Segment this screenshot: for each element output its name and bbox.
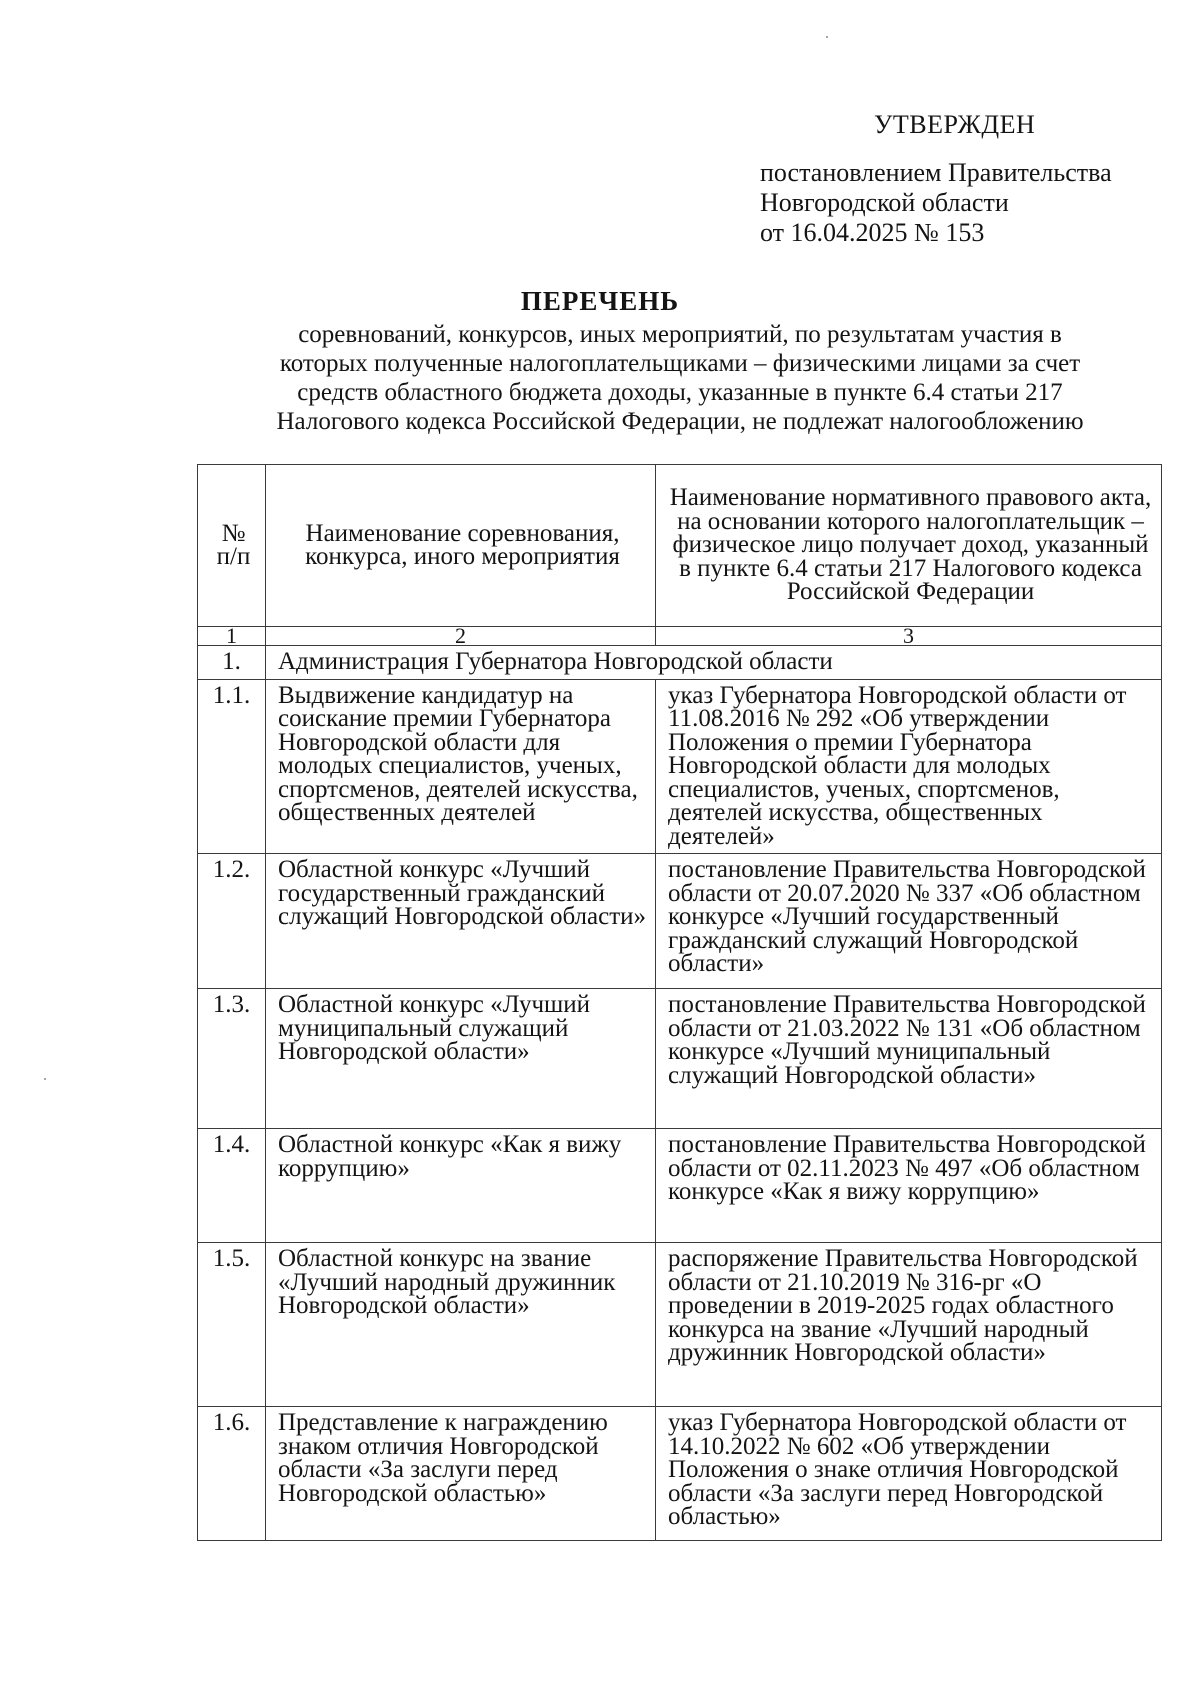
row-event: Областной конкурс «Лучший государственный гражданский служащий Новгородской области» [266,854,656,989]
row-number: 1.2. [198,854,266,989]
row-event: Областной конкурс на звание «Лучший народный дружинник Новгородской области» [266,1243,656,1407]
section-title: Администрация Губернатора Новгородской области [266,646,1162,680]
row-number: 1.3. [198,989,266,1129]
table-row [198,989,1162,1129]
row-event: Выдвижение кандидатур на соискание премии Губернатора Новгородской области для молодых специалистов, ученых, спортсменов, деятелей искусства, общественных деятелей [266,679,656,854]
column-number: 2 [266,627,656,646]
table-row [198,1129,1162,1243]
row-act: постановление Правительства Новгородской области от 20.07.2020 № 337 «Об областном конкурсе «Лучший государственный гражданский служащий Новгородской области» [656,854,1162,989]
row-act: постановление Правительства Новгородской области от 21.03.2022 № 131 «Об областном конкурсе «Лучший муниципальный служащий Новгородской области» [656,989,1162,1129]
column-number-row [198,627,1162,646]
header-act: Наименование нормативного правового акта, на основании которого налогоплательщик – физическое лицо получает доход, указанный в пункте 6.4 статьи 217 Налогового кодекса Российской Федерации [656,465,1162,627]
table-row [198,1407,1162,1541]
subtitle-line: Налогового кодекса Российской Федерации, не подлежат налогообложению [276,408,1084,435]
approval-line: от 16.04.2025 № 153 [760,218,985,247]
section-number: 1. [198,646,266,680]
approval-line: Новгородской области [760,188,1009,217]
row-number: 1.6. [198,1407,266,1541]
events-table [197,464,1162,1541]
approval-heading: УТВЕРЖДЕН [874,110,1036,139]
row-event: Областной конкурс «Лучший муниципальный служащий Новгородской области» [266,989,656,1129]
scan-speck [44,1078,46,1080]
approval-spacer [760,140,1180,158]
row-act: указ Губернатора Новгородской области от 14.10.2022 № 602 «Об утверждении Положения о знаке отличия Новгородской области «За заслуги перед Новгородской областью» [656,1407,1162,1541]
row-number: 1.5. [198,1243,266,1407]
subtitle-line: соревнований, конкурсов, иных мероприятий, по результатам участия в [298,321,1062,348]
row-act: распоряжение Правительства Новгородской области от 21.10.2019 № 316-рг «О проведении в 2019-2025 годах областного конкурса на звание «Лучший народный дружинник Новгородской области» [656,1243,1162,1407]
document-title: ПЕРЕЧЕНЬ [520,286,680,316]
table-row [198,679,1162,854]
row-number: 1.1. [198,679,266,854]
document-subtitle [200,320,1160,436]
section-row [198,646,1162,680]
table-row [198,854,1162,989]
row-number: 1.4. [198,1129,266,1243]
table-header-row [198,465,1162,627]
header-number: № п/п [198,465,266,627]
subtitle-line: которых полученные налогоплательщиками – физическими лицами за счет [279,350,1081,377]
row-act: постановление Правительства Новгородской области от 02.11.2023 № 497 «Об областном конкурсе «Как я вижу коррупцию» [656,1129,1162,1243]
row-event: Областной конкурс «Как я вижу коррупцию» [266,1129,656,1243]
subtitle-line: средств областного бюджета доходы, указанные в пункте 6.4 статьи 217 [297,379,1063,406]
row-act: указ Губернатора Новгородской области от 11.08.2016 № 292 «Об утверждении Положения о премии Губернатора Новгородской области для молодых специалистов, ученых, спортсменов, деятелей искусства, общественных деятелей» [656,679,1162,854]
column-number: 3 [656,627,1162,646]
column-number: 1 [198,627,266,646]
table-row [198,1243,1162,1407]
approval-block [760,110,1180,248]
scan-speck [826,36,828,38]
header-event: Наименование соревнования, конкурса, иного мероприятия [266,465,656,627]
row-event: Представление к награждению знаком отличия Новгородской области «За заслуги перед Новгородской областью» [266,1407,656,1541]
approval-line: постановлением Правительства [760,158,1112,187]
